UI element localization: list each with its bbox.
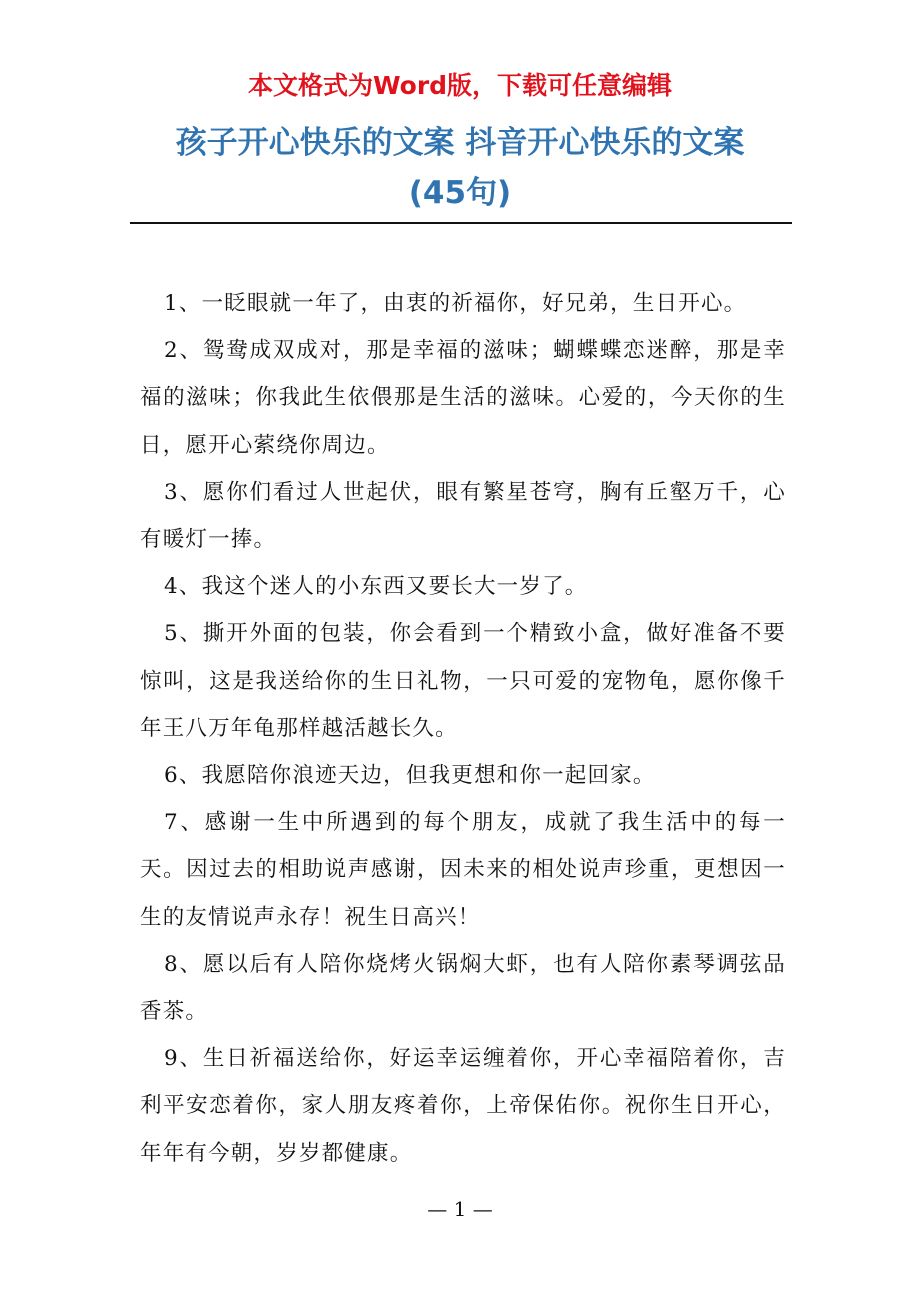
paragraph-6: 6、我愿陪你浪迹天边，但我更想和你一起回家。 — [164, 763, 656, 789]
paragraph-1: 1、一眨眼就一年了，由衷的祈福你，好兄弟，生日开心。 — [164, 291, 747, 316]
paragraph-2: 2、鸳鸯成双成对，那是幸福的滋味；蝴蝶蝶恋迷醉，那是幸福的滋味；你我此生依偎那是生活的滋味。心爱的，今天你的生日，愿开心萦绕你周边。 — [140, 338, 786, 458]
format-notice-text: 本文格式为Word版，下载可任意编辑 — [247, 71, 673, 100]
title-divider — [130, 222, 792, 224]
paragraph-7: 7、感谢一生中所遇到的每个朋友，成就了我生活中的每一天。因过去的相助说声感谢，因未来的相处说声珍重，更想因一生的友情说声永存！祝生日高兴！ — [140, 810, 786, 930]
page-number: — 1 — — [427, 1197, 493, 1221]
title-line-2: (45句) — [408, 175, 512, 211]
format-notice — [0, 66, 920, 106]
document-body — [140, 280, 786, 1177]
paragraph-5: 5、撕开外面的包装，你会看到一个精致小盒，做好准备不要惊叫，这是我送给你的生日礼物，一只可爱的宠物龟，愿你像千年王八万年龟那样越活越长久。 — [140, 621, 786, 741]
paragraph-3: 3、愿你们看过人世起伏，眼有繁星苍穹，胸有丘壑万千，心有暖灯一捧。 — [140, 479, 786, 553]
page-footer — [0, 1194, 920, 1224]
document-title — [110, 118, 810, 218]
paragraph-9: 9、生日祈福送给你，好运幸运缠着你，开心幸福陪着你，吉利平安恋着你，家人朋友疼着你，上帝保佑你。祝你生日开心，年年有今朝，岁岁都健康。 — [140, 1046, 786, 1166]
paragraph-8: 8、愿以后有人陪你烧烤火锅焖大虾，也有人陪你素琴调弦品香茶。 — [140, 951, 786, 1025]
paragraph-4: 4、我这个迷人的小东西又要长大一岁了。 — [164, 574, 588, 600]
title-line-1: 孩子开心快乐的文案 抖音开心快乐的文案 — [175, 125, 745, 161]
